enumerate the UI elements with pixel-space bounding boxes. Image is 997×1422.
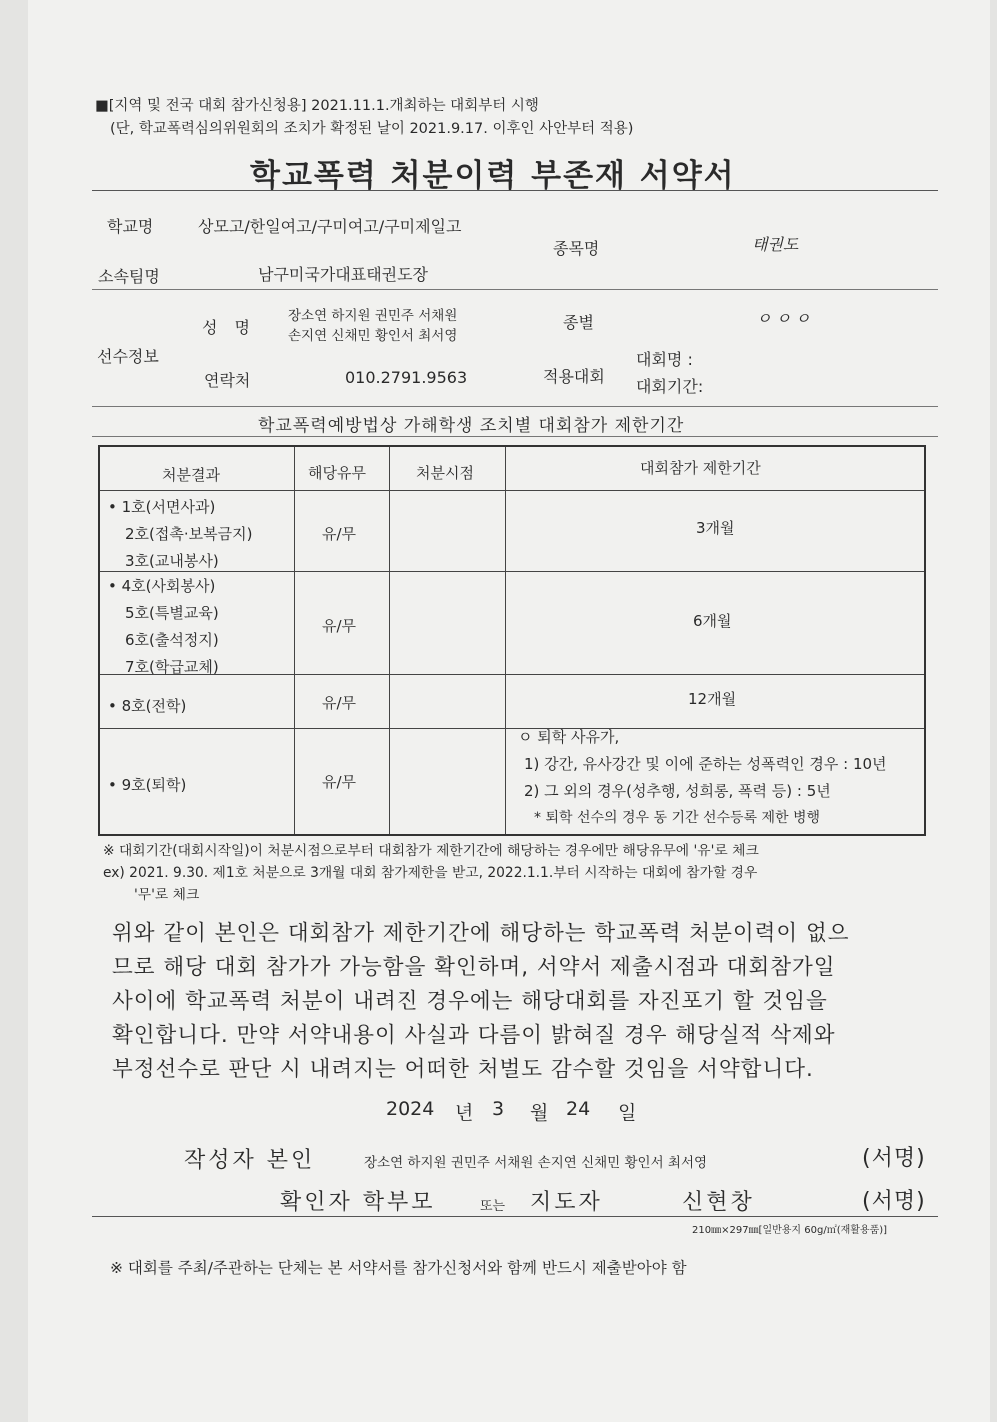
footer-note: ※ 대회를 주최/주관하는 단체는 본 서약서를 참가신청서와 함께 반드시 제출받아야 함	[110, 1259, 687, 1277]
date-month-unit: 월	[530, 1102, 549, 1124]
table-cell: 1) 강간, 유사강간 및 이에 준하는 성폭력인 경우 : 10년	[524, 755, 887, 773]
name-label: 성 명	[202, 318, 256, 337]
competition-name-label: 대회명 :	[636, 350, 693, 369]
table-cell: • 4호(사회봉사)	[108, 577, 216, 595]
table-header: 해당유무	[308, 464, 366, 482]
table-row-line	[100, 490, 924, 491]
table-cell: 유/무	[322, 773, 357, 791]
pledge-line-5: 부정선수로 판단 시 내려지는 어떠한 처벌도 감수할 것임을 서약합니다.	[112, 1057, 814, 1082]
table-header: 처분시점	[416, 464, 474, 482]
writer-label: 작성자 본인	[184, 1148, 316, 1173]
team-value: 남구미국가대표태권도장	[258, 265, 429, 284]
table-cell: 2) 그 외의 경우(성추행, 성희롱, 폭력 등) : 5년	[524, 782, 831, 800]
table-cell: 12개월	[688, 690, 737, 708]
notice-line-2: (단, 학교폭력심의위원회의 조치가 확정된 날이 2021.9.17. 이후인 사안부터 적용)	[110, 121, 634, 137]
sign-mark: (서명)	[862, 1189, 926, 1214]
player-info-label: 선수정보	[97, 347, 159, 366]
divider	[92, 289, 938, 290]
sign-mark: (서명)	[862, 1146, 926, 1171]
competition-period-label: 대회기간:	[636, 377, 704, 396]
table-cell: 3개월	[696, 519, 735, 537]
confirmer-label: 확인자 학부모	[280, 1190, 436, 1215]
event-label: 종목명	[553, 239, 600, 258]
table-cell: 유/무	[322, 694, 357, 712]
notice-line-1: ■[지역 및 전국 대회 참가신청용] 2021.11.1.개최하는 대회부터 시행	[95, 98, 539, 114]
divider	[92, 190, 938, 191]
table-col-line	[505, 447, 506, 834]
paper-spec: 210㎜×297㎜[일반용지 60g/㎡(재활용품)]	[692, 1225, 888, 1236]
table-cell: 유/무	[322, 525, 357, 543]
table-cell: 2호(접촉·보복금지)	[125, 525, 253, 543]
table-cell: • 9호(퇴학)	[108, 776, 187, 794]
table-cell: 7호(학급교체)	[125, 658, 219, 676]
table-header: 처분결과	[162, 466, 220, 484]
table-row-line	[100, 674, 924, 675]
sanction-table	[98, 445, 926, 836]
divider	[92, 436, 938, 437]
names-line-2: 손지연 신채민 황인서 최서영	[288, 328, 458, 344]
table-row-line	[100, 728, 924, 729]
team-label: 소속팀명	[98, 267, 160, 286]
table-row-line	[100, 571, 924, 572]
date-year: 2024	[386, 1098, 435, 1120]
pledge-line-4: 확인합니다. 만약 서약내용이 사실과 다름이 밝혀질 경우 해당실적 삭제와	[112, 1023, 836, 1048]
table-cell: • 8호(전학)	[108, 697, 187, 715]
category-value: ㅇㅇㅇ	[756, 309, 815, 328]
example-line-2: '무'로 체크	[134, 887, 200, 903]
table-cell: ㅇ 퇴학 사유가,	[518, 728, 620, 746]
contact-label: 연락처	[204, 371, 251, 390]
table-header: 대회참가 제한기간	[640, 459, 761, 477]
event-value: 태권도	[752, 235, 799, 254]
table-cell: 6호(출석정지)	[125, 631, 219, 649]
category-label: 종별	[563, 313, 594, 332]
contact-value: 010.2791.9563	[345, 368, 468, 387]
school-value: 상모고/한일여고/구미여고/구미제일고	[198, 217, 462, 236]
date-year-unit: 년	[455, 1102, 474, 1124]
table-cell: 5호(특별교육)	[125, 604, 219, 622]
guide-name: 신현창	[682, 1190, 755, 1215]
table-col-line	[389, 447, 390, 834]
pledge-line-1: 위와 같이 본인은 대회참가 제한기간에 해당하는 학교폭력 처분이력이 없으	[112, 921, 850, 946]
writer-names: 장소연 하지원 권민주 서채원 손지연 신채민 황인서 최서영	[364, 1155, 708, 1171]
table-cell: * 퇴학 선수의 경우 동 기간 선수등록 제한 병행	[534, 810, 821, 826]
table-note: ※ 대회기간(대회시작일)이 처분시점으로부터 대회참가 제한기간에 해당하는 경우에만 해당유무에 '유'로 체크	[103, 843, 759, 859]
table-cell: 6개월	[693, 612, 732, 630]
table-cell: 유/무	[322, 617, 357, 635]
date-month: 3	[492, 1098, 505, 1120]
names-line-1: 장소연 하지원 권민주 서채원	[288, 308, 458, 324]
pledge-line-3: 사이에 학교폭력 처분이 내려진 경우에는 해당대회를 자진포기 할 것임을	[112, 989, 828, 1014]
example-line-1: ex) 2021. 9.30. 제1호 처분으로 3개월 대회 참가제한을 받고, 2022.1.1.부터 시작하는 대회에 참가할 경우	[103, 865, 758, 881]
divider	[92, 406, 938, 407]
date-day-unit: 일	[618, 1102, 637, 1124]
pledge-line-2: 므로 해당 대회 참가가 가능함을 확인하며, 서약서 제출시점과 대회참가일	[112, 955, 836, 980]
table-cell: • 1호(서면사과)	[108, 498, 216, 516]
divider	[92, 1216, 938, 1217]
document-title: 학교폭력 처분이력 부존재 서약서	[250, 158, 736, 194]
or-word: 또는	[480, 1199, 506, 1214]
guide-label: 지도자	[530, 1190, 603, 1215]
section-title: 학교폭력예방법상 가해학생 조치별 대회참가 제한기간	[258, 416, 685, 436]
school-label: 학교명	[107, 217, 154, 236]
applied-competition-label: 적용대회	[543, 367, 605, 386]
date-day: 24	[566, 1098, 591, 1120]
table-col-line	[294, 447, 295, 834]
table-cell: 3호(교내봉사)	[125, 552, 219, 570]
